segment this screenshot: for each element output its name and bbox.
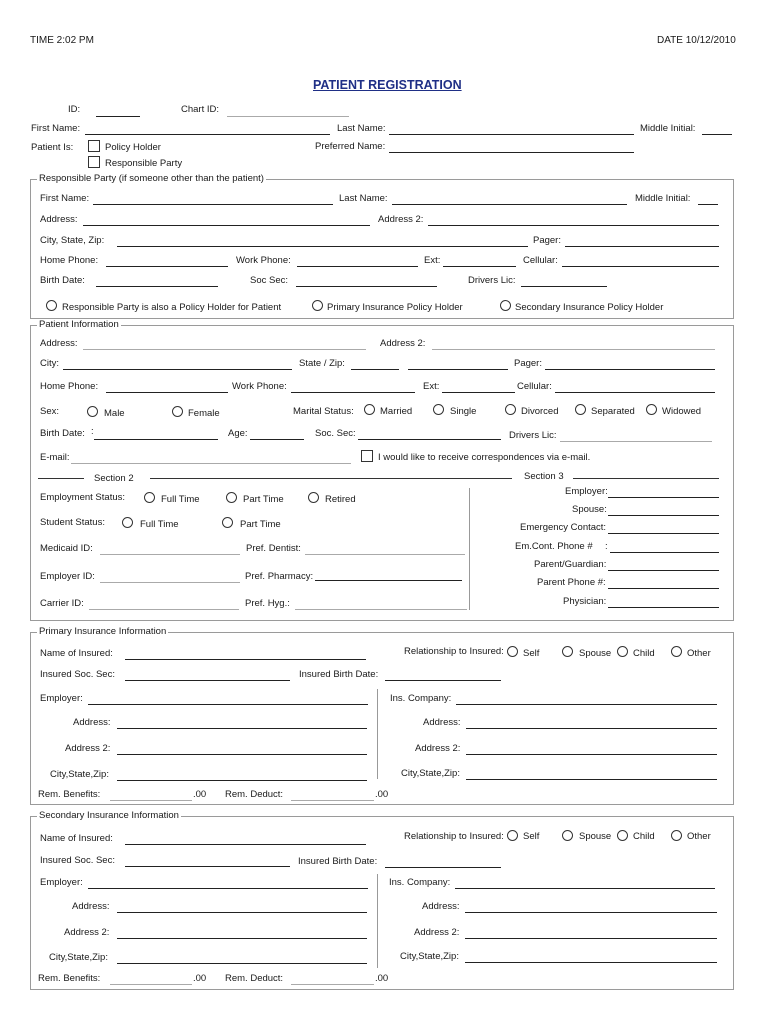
sec-rem-benefits-field[interactable] [110, 984, 192, 985]
pt-cellular-label: Cellular: [517, 381, 552, 392]
sec-address-label: Address: [72, 901, 110, 912]
sec-address2-label: Address 2: [64, 927, 110, 938]
pri-city-label: City,State,Zip: [50, 769, 109, 780]
pt-drivers-lic-field[interactable] [560, 441, 712, 442]
pri-name-insured-label: Name of Insured: [40, 648, 113, 659]
pt-separated-radio[interactable] [575, 404, 586, 415]
pt-widowed-label: Widowed [662, 406, 702, 417]
sec-birth-date-label: Insured Birth Date: [298, 856, 378, 867]
rp-secondary-holder-radio[interactable] [500, 300, 511, 311]
rp-address-label: Address: [40, 214, 78, 225]
emp-part-time-radio[interactable] [226, 492, 237, 503]
date-label: DATE 10/12/2010 [657, 35, 736, 46]
employer-id-label: Employer ID: [40, 571, 95, 582]
pt-email-field[interactable] [71, 463, 351, 464]
s3-spouse-label: Spouse: [572, 504, 607, 515]
pt-city-field[interactable] [63, 369, 292, 370]
emp-retired-radio[interactable] [308, 492, 319, 503]
pt-email-checkbox[interactable] [361, 450, 373, 462]
student-status-label: Student Status: [40, 517, 105, 528]
s3-parent-phone-label: Parent Phone #: [537, 577, 606, 588]
policy-holder-label: Policy Holder [105, 142, 161, 153]
pt-state-zip-label: State / Zip: [299, 358, 345, 369]
pt-widowed-radio[interactable] [646, 404, 657, 415]
section-separator [469, 488, 470, 610]
pri-spouse-label: Spouse [579, 648, 612, 659]
rp-drivers-lic-field[interactable] [521, 286, 607, 287]
pt-drivers-lic-label: Drivers Lic: [509, 430, 557, 441]
rp-home-phone-label: Home Phone: [40, 255, 99, 266]
pri-ins-company-field[interactable] [456, 704, 717, 705]
carrier-id-field[interactable] [89, 609, 239, 610]
rp-secondary-holder-option: Secondary Insurance Policy Holder [515, 302, 664, 313]
s3-em-phone-label: Em.Cont. Phone # [515, 541, 593, 552]
s3-parent-guardian-label: Parent/Guardian: [534, 559, 607, 570]
pri-rem-benefits-label: Rem. Benefits: [38, 789, 101, 800]
rp-policy-holder-radio[interactable] [46, 300, 57, 311]
pt-separated-label: Separated [591, 406, 635, 417]
sec-city-label: City,State,Zip: [49, 952, 108, 963]
rp-pager-label: Pager: [533, 235, 561, 246]
page-title: PATIENT REGISTRATION [313, 78, 462, 92]
pt-female-label: Female [188, 408, 220, 419]
sec-rem-benefits-value: .00 [193, 973, 207, 984]
pri-other-radio[interactable] [671, 646, 682, 657]
pri-city-field[interactable] [117, 780, 367, 781]
section3-label: Section 3 [524, 471, 564, 482]
stu-part-time-label: Part Time [240, 519, 281, 530]
pref-hyg-field[interactable] [295, 609, 467, 610]
sec-employer-field[interactable] [88, 888, 368, 889]
chart-id-label: Chart ID: [181, 104, 220, 115]
pt-city-label: City: [40, 358, 59, 369]
sec-relationship-label: Relationship to Insured: [404, 831, 504, 842]
sec-spouse-radio[interactable] [562, 830, 573, 841]
rp-cellular-label: Cellular: [523, 255, 558, 266]
rp-pager-field[interactable] [565, 246, 719, 247]
pt-divorced-label: Divorced [521, 406, 559, 417]
sec-self-label: Self [523, 831, 540, 842]
pt-married-label: Married [380, 406, 413, 417]
pri-employer-label: Employer: [40, 693, 83, 704]
pri-rem-deduct-label: Rem. Deduct: [225, 789, 284, 800]
s3-emergency-contact-field[interactable] [608, 533, 719, 534]
section-divider-right [573, 478, 719, 479]
pt-marital-status-label: Marital Status: [293, 406, 354, 417]
pri-column-separator [377, 689, 378, 779]
s3-em-phone-field[interactable] [610, 552, 719, 553]
preferred-name-label: Preferred Name: [315, 141, 386, 152]
pt-address-label: Address: [40, 338, 78, 349]
pri-ins-address-label: Address: [423, 717, 461, 728]
s3-employer-label: Employer: [565, 486, 608, 497]
responsible-party-label: Responsible Party [105, 158, 183, 169]
rp-ext-label: Ext: [424, 255, 441, 266]
pri-self-radio[interactable] [507, 646, 518, 657]
pt-zip-field[interactable] [408, 369, 508, 370]
medicaid-id-field[interactable] [100, 554, 240, 555]
pt-age-label: Age: [228, 428, 248, 439]
pri-rem-benefits-field[interactable] [110, 800, 192, 801]
pref-pharmacy-field[interactable] [315, 580, 462, 581]
pt-email-label: E-mail: [40, 452, 70, 463]
sec-soc-sec-label: Insured Soc. Sec: [40, 855, 115, 866]
pt-address2-label: Address 2: [380, 338, 426, 349]
pt-pager-field[interactable] [545, 369, 715, 370]
pt-address-field[interactable] [83, 349, 366, 350]
pri-ins-address2-field[interactable] [466, 754, 717, 755]
rp-first-name-label: First Name: [40, 193, 90, 204]
pt-male-radio[interactable] [87, 406, 98, 417]
carrier-id-label: Carrier ID: [40, 598, 84, 609]
employer-id-field[interactable] [100, 582, 240, 583]
last-name-field[interactable] [389, 134, 634, 135]
pri-other-label: Other [687, 648, 711, 659]
rp-soc-sec-field[interactable] [296, 286, 437, 287]
sec-spouse-label: Spouse [579, 831, 612, 842]
sec-address2-field[interactable] [117, 938, 367, 939]
pt-male-label: Male [104, 408, 125, 419]
primary-insurance-legend: Primary Insurance Information [39, 626, 167, 637]
sec-rem-deduct-field[interactable] [291, 984, 374, 985]
sec-child-radio[interactable] [617, 830, 628, 841]
pt-married-radio[interactable] [364, 404, 375, 415]
sec-rem-deduct-label: Rem. Deduct: [225, 973, 284, 984]
sec-ins-address-label: Address: [422, 901, 460, 912]
middle-initial-field[interactable] [702, 134, 732, 135]
pri-spouse-radio[interactable] [562, 646, 573, 657]
pt-work-phone-field[interactable] [291, 392, 415, 393]
sec-self-radio[interactable] [507, 830, 518, 841]
s3-parent-phone-field[interactable] [608, 588, 719, 589]
chart-id-field[interactable] [227, 116, 349, 117]
pt-birth-date-label: Birth Date: [40, 428, 85, 439]
pt-single-radio[interactable] [433, 404, 444, 415]
s3-employer-field[interactable] [608, 497, 719, 498]
emp-part-time-label: Part Time [243, 494, 284, 505]
pt-single-label: Single [450, 406, 477, 417]
sec-child-label: Child [633, 831, 655, 842]
sec-name-insured-field[interactable] [125, 844, 366, 845]
pri-employer-field[interactable] [88, 704, 368, 705]
rp-policy-holder-option: Responsible Party is also a Policy Holder for Patient [62, 302, 282, 313]
pri-ins-address2-label: Address 2: [415, 743, 461, 754]
rp-soc-sec-label: Soc Sec: [250, 275, 289, 286]
pt-cellular-field[interactable] [555, 392, 715, 393]
pri-ins-company-label: Ins. Company: [390, 693, 452, 704]
rp-primary-holder-option: Primary Insurance Policy Holder [327, 302, 463, 313]
pt-state-field[interactable] [351, 369, 399, 370]
stu-part-time-radio[interactable] [222, 517, 233, 528]
rp-middle-initial-label: Middle Initial: [635, 193, 691, 204]
sec-ins-company-label: Ins. Company: [389, 877, 451, 888]
pri-ins-address-field[interactable] [466, 728, 717, 729]
rp-birth-date-field[interactable] [96, 286, 218, 287]
rp-middle-initial-field[interactable] [698, 204, 718, 205]
preferred-name-field[interactable] [389, 152, 634, 153]
id-label: ID: [68, 104, 81, 115]
pri-relationship-label: Relationship to Insured: [404, 646, 504, 657]
pt-birth-date-field[interactable] [94, 439, 218, 440]
pt-soc-sec-field[interactable] [358, 439, 501, 440]
pt-soc-sec-label: Soc. Sec: [315, 428, 356, 439]
rp-drivers-lic-label: Drivers Lic: [468, 275, 516, 286]
pref-dentist-label: Pref. Dentist: [246, 543, 301, 554]
id-field[interactable] [96, 116, 140, 117]
secondary-insurance-legend: Secondary Insurance Information [39, 810, 179, 821]
pt-age-field[interactable] [250, 439, 304, 440]
rp-birth-date-label: Birth Date: [40, 275, 85, 286]
emp-full-time-label: Full Time [161, 494, 200, 505]
sec-column-separator [377, 874, 378, 968]
pt-home-phone-field[interactable] [106, 392, 228, 393]
patient-is-label: Patient Is: [31, 142, 74, 153]
section2-label: Section 2 [94, 473, 134, 484]
sec-rem-deduct-value: .00 [375, 973, 389, 984]
last-name-label: Last Name: [337, 123, 386, 134]
sec-ins-city-field[interactable] [465, 962, 717, 963]
employment-status-label: Employment Status: [40, 492, 126, 503]
sec-name-insured-label: Name of Insured: [40, 833, 113, 844]
sec-ins-address-field[interactable] [465, 912, 717, 913]
rp-city-field[interactable] [117, 246, 528, 247]
policy-holder-checkbox[interactable] [88, 140, 100, 152]
sec-rem-benefits-label: Rem. Benefits: [38, 973, 101, 984]
pt-divorced-radio[interactable] [505, 404, 516, 415]
rp-address-field[interactable] [83, 225, 370, 226]
time-label: TIME 2:02 PM [30, 35, 94, 46]
medicaid-id-label: Medicaid ID: [40, 543, 93, 554]
section-divider-left [38, 478, 84, 479]
sec-soc-sec-field[interactable] [125, 866, 290, 867]
pri-rem-deduct-value: .00 [375, 789, 389, 800]
pri-address2-field[interactable] [117, 754, 367, 755]
s3-physician-field[interactable] [608, 607, 719, 608]
rp-last-name-field[interactable] [392, 204, 627, 205]
pri-child-radio[interactable] [617, 646, 628, 657]
sec-employer-label: Employer: [40, 877, 83, 888]
pri-soc-sec-field[interactable] [125, 680, 290, 681]
rp-ext-field[interactable] [443, 266, 516, 267]
emp-full-time-radio[interactable] [144, 492, 155, 503]
rp-city-label: City, State, Zip: [40, 235, 105, 246]
responsible-party-checkbox[interactable] [88, 156, 100, 168]
rp-work-phone-label: Work Phone: [236, 255, 291, 266]
s3-em-phone-colon: : [605, 541, 608, 552]
sec-ins-address2-label: Address 2: [414, 927, 460, 938]
pref-dentist-field[interactable] [305, 554, 465, 555]
pri-address-field[interactable] [117, 728, 367, 729]
rp-first-name-field[interactable] [93, 204, 333, 205]
pref-hyg-label: Pref. Hyg.: [245, 598, 290, 609]
middle-initial-label: Middle Initial: [640, 123, 696, 134]
s3-spouse-field[interactable] [608, 515, 719, 516]
pri-address2-label: Address 2: [65, 743, 111, 754]
rp-address2-field[interactable] [428, 225, 719, 226]
responsible-party-legend: Responsible Party (if someone other than the patient) [39, 173, 264, 184]
pref-pharmacy-label: Pref. Pharmacy: [245, 571, 314, 582]
pt-pager-label: Pager: [514, 358, 542, 369]
pt-home-phone-label: Home Phone: [40, 381, 99, 392]
pt-sex-label: Sex: [40, 406, 60, 417]
rp-work-phone-field[interactable] [297, 266, 418, 267]
sec-ins-address2-field[interactable] [465, 938, 717, 939]
pt-ext-label: Ext: [423, 381, 440, 392]
first-name-label: First Name: [31, 123, 81, 134]
sec-ins-company-field[interactable] [455, 888, 715, 889]
pri-child-label: Child [633, 648, 655, 659]
s3-emergency-contact-label: Emergency Contact: [520, 522, 607, 533]
s3-parent-guardian-field[interactable] [608, 570, 719, 571]
rp-cellular-field[interactable] [562, 266, 719, 267]
rp-last-name-label: Last Name: [339, 193, 388, 204]
pri-name-insured-field[interactable] [125, 659, 366, 660]
sec-birth-date-field[interactable] [385, 867, 501, 868]
pri-rem-benefits-value: .00 [193, 789, 207, 800]
sec-other-label: Other [687, 831, 711, 842]
sec-city-field[interactable] [117, 963, 367, 964]
patient-info-legend: Patient Information [39, 319, 119, 330]
sec-other-radio[interactable] [671, 830, 682, 841]
pt-address2-field[interactable] [432, 349, 715, 350]
rp-address2-label: Address 2: [378, 214, 424, 225]
pt-work-phone-label: Work Phone: [232, 381, 287, 392]
pt-female-radio[interactable] [172, 406, 183, 417]
stu-full-time-label: Full Time [140, 519, 179, 530]
emp-retired-label: Retired [325, 494, 356, 505]
stu-full-time-radio[interactable] [122, 517, 133, 528]
rp-primary-holder-radio[interactable] [312, 300, 323, 311]
s3-physician-label: Physician: [563, 596, 607, 607]
first-name-field[interactable] [85, 134, 330, 135]
pri-ins-city-label: City,State,Zip: [401, 768, 460, 779]
pri-ins-city-field[interactable] [466, 779, 717, 780]
sec-ins-city-label: City,State,Zip: [400, 951, 459, 962]
section-divider-mid [150, 478, 512, 479]
pt-birth-date-value: : [91, 426, 94, 437]
sec-address-field[interactable] [117, 912, 367, 913]
pt-email-opt-label: I would like to receive correspondences via e-mail. [378, 452, 591, 463]
pri-birth-date-label: Insured Birth Date: [299, 669, 379, 680]
pri-self-label: Self [523, 648, 540, 659]
pri-soc-sec-label: Insured Soc. Sec: [40, 669, 115, 680]
pri-birth-date-field[interactable] [385, 680, 501, 681]
pri-address-label: Address: [73, 717, 111, 728]
pri-rem-deduct-field[interactable] [291, 800, 374, 801]
rp-home-phone-field[interactable] [106, 266, 228, 267]
pt-ext-field[interactable] [442, 392, 515, 393]
